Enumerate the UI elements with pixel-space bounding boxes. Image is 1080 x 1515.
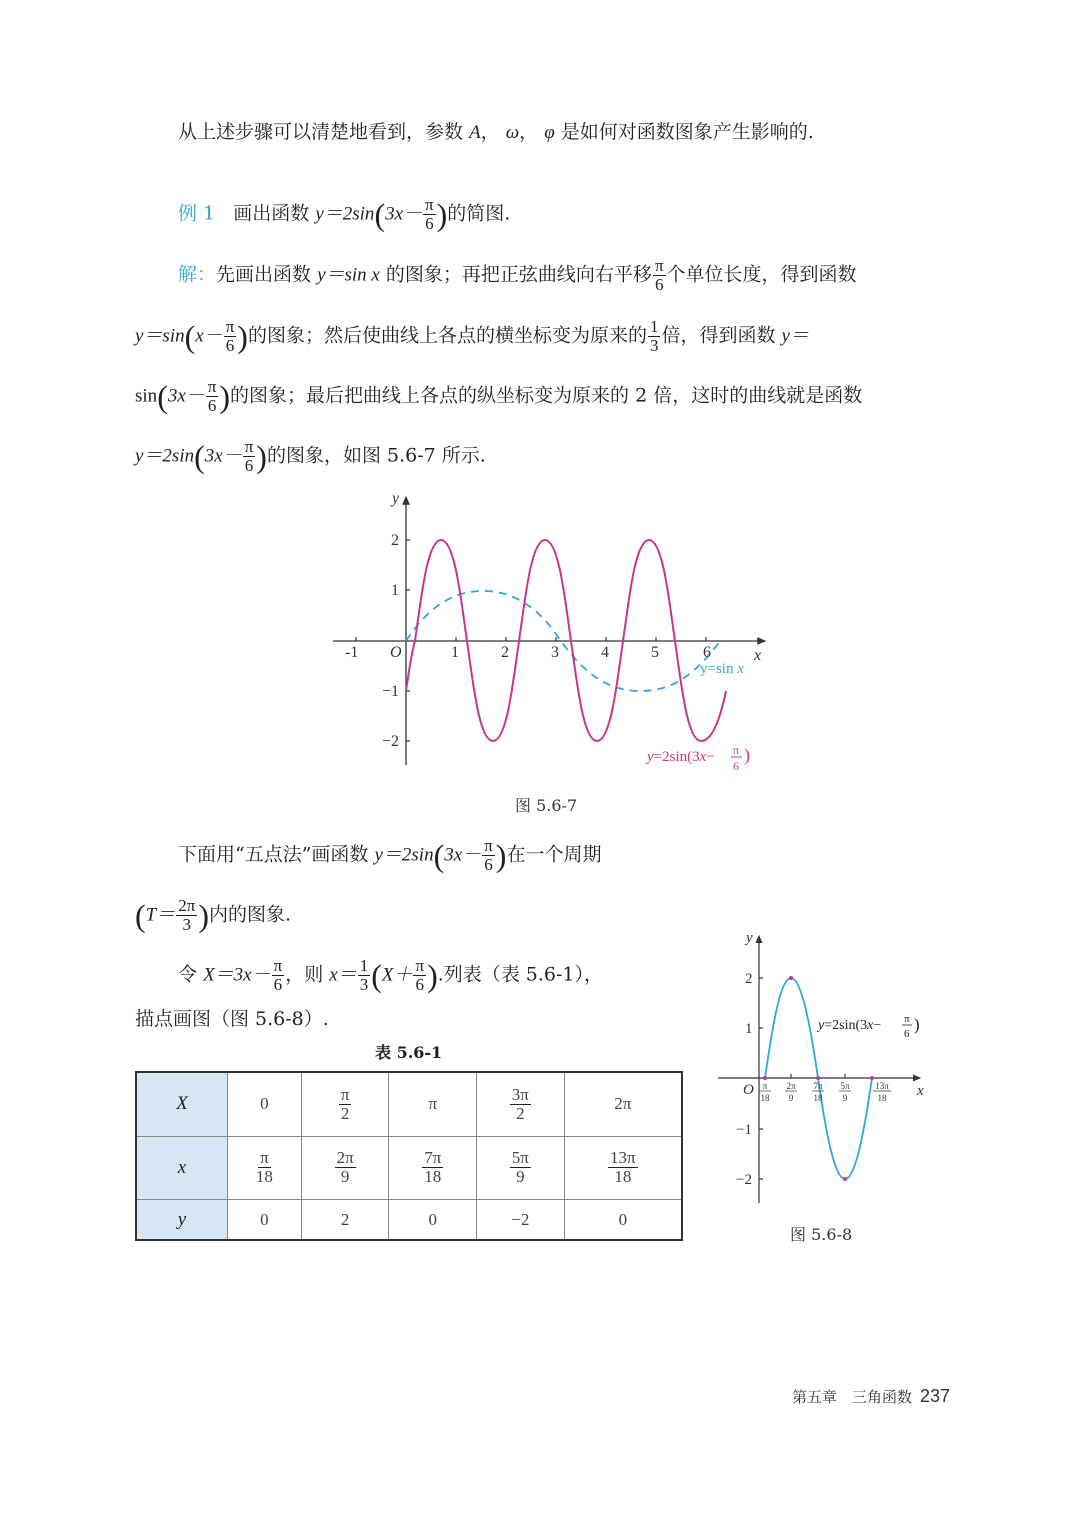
example-text: 画出函数 — [233, 202, 310, 225]
five-point-line-3 — [178, 957, 603, 994]
numerator: π — [425, 195, 434, 214]
denominator: 2 — [516, 1103, 525, 1123]
formula: 3x－ — [444, 844, 482, 866]
text: 倍，得到函数 — [661, 324, 776, 347]
formula: y＝2sin — [135, 445, 195, 467]
y-tick-labels — [736, 971, 753, 1188]
sep: ， — [519, 121, 539, 143]
legend-6: 6 — [733, 759, 739, 773]
table-cell — [477, 1072, 565, 1136]
svg-text:1: 1 — [391, 582, 399, 599]
figure-5-6-8-plot — [700, 920, 940, 1210]
table-cell — [477, 1136, 565, 1199]
x-axis-label: x — [917, 1083, 924, 1099]
paren: ( — [157, 378, 168, 415]
formula: T＝ — [145, 904, 176, 926]
table-row — [136, 1136, 682, 1199]
paren: ( — [371, 957, 382, 994]
text: 的图象，如图 5.6-7 所示. — [266, 444, 486, 467]
denominator: 6 — [415, 975, 425, 994]
svg-text:-1: -1 — [345, 644, 359, 661]
numerator: π — [340, 1084, 350, 1104]
fraction-pi-6 — [482, 837, 495, 874]
table-cell — [389, 1136, 477, 1199]
page-footer — [792, 1386, 950, 1407]
formula: y＝sin — [135, 325, 185, 347]
text: 描点画图（图 5.6-8）. — [135, 1008, 329, 1030]
denominator: 6 — [273, 975, 283, 994]
figure-5-6-7-caption: 图 5.6-7 — [515, 796, 578, 815]
origin-label: O — [390, 644, 402, 661]
svg-text:2: 2 — [745, 971, 753, 987]
text: 内的图象. — [208, 903, 292, 926]
table-row — [136, 1200, 682, 1240]
formula: x＝ — [329, 964, 357, 986]
formula: X＋ — [381, 964, 413, 986]
formula: 3x－ — [204, 445, 242, 467]
svg-text:−2: −2 — [736, 1172, 752, 1188]
text: 的图象；再把正弦曲线向右平移 — [385, 263, 652, 286]
svg-text:9: 9 — [788, 1093, 794, 1103]
numerator: 1 — [359, 956, 369, 975]
paren: ( — [135, 897, 146, 934]
fraction-pi-6 — [272, 957, 285, 994]
table-cell — [228, 1136, 302, 1199]
table-cell — [564, 1136, 682, 1199]
table-cell: 0 — [564, 1200, 682, 1240]
paren: ) — [436, 196, 448, 233]
svg-text:−2: −2 — [382, 733, 400, 750]
formula: y＝sin x — [317, 264, 380, 286]
numerator: 1 — [649, 317, 659, 336]
label-pi: π — [904, 1013, 910, 1025]
row-header-X: X — [136, 1072, 228, 1136]
paren: ) — [427, 957, 438, 994]
table-cell: 2π — [564, 1072, 682, 1136]
numerator: π — [415, 956, 425, 975]
text: 的图象；然后使曲线上各点的横坐标变为原来的 — [247, 324, 647, 347]
formula: y＝2sin — [374, 844, 434, 866]
example-text-end: 的简图. — [447, 202, 511, 225]
svg-text:5: 5 — [651, 644, 659, 661]
page-number: 237 — [920, 1386, 951, 1406]
text: .列表（表 5.6-1）， — [437, 963, 604, 986]
formula: X＝3x－ — [203, 964, 271, 986]
table-cell: 0 — [228, 1072, 302, 1136]
legend-pi: π — [733, 743, 740, 757]
denominator: 18 — [424, 1167, 442, 1187]
numerator: π — [225, 317, 235, 336]
y-axis-label: y — [392, 490, 400, 507]
numerator: π — [654, 256, 664, 275]
formula: 3x－ — [385, 203, 423, 225]
svg-text:4: 4 — [601, 644, 609, 661]
numerator: π — [273, 956, 283, 975]
table-cell: 2 — [301, 1200, 389, 1240]
svg-text:3: 3 — [551, 644, 559, 661]
origin-label: O — [743, 1082, 754, 1098]
row-header-y: y — [136, 1200, 228, 1240]
denominator: 9 — [340, 1167, 350, 1187]
denominator: 3 — [649, 336, 659, 355]
svg-text:5π: 5π — [840, 1081, 850, 1091]
fraction-2pi-3 — [176, 897, 197, 934]
text: 个单位长度，得到函数 — [666, 263, 857, 286]
numerator: π — [207, 377, 217, 396]
denominator: 6 — [207, 396, 217, 415]
intro-text-end: 是如何对函数图象产生影响的. — [560, 121, 814, 143]
numerator: 2π — [336, 1148, 354, 1168]
table-title: 表 5.6-1 — [375, 1043, 443, 1062]
figure-5-6-8-caption: 图 5.6-8 — [790, 1225, 853, 1244]
text: 在一个周期 — [506, 843, 602, 866]
denominator: 2 — [340, 1103, 350, 1123]
denominator: 3 — [359, 975, 369, 994]
param-A: A — [469, 122, 481, 143]
label-paren: ) — [914, 1015, 920, 1034]
numerator: π — [244, 437, 254, 456]
svg-text:2: 2 — [391, 532, 399, 549]
param-phi: φ — [544, 122, 555, 143]
formula: sin — [135, 385, 158, 407]
paren: ( — [374, 196, 386, 233]
table-cell: 0 — [228, 1200, 302, 1240]
svg-text:18: 18 — [760, 1093, 770, 1103]
label-6: 6 — [904, 1028, 910, 1040]
denominator: 18 — [614, 1167, 632, 1187]
svg-text:18: 18 — [877, 1093, 887, 1103]
five-point-line-1 — [178, 837, 601, 874]
text: 下面用“五点法”画函数 — [178, 843, 369, 866]
paren: ( — [184, 318, 196, 355]
legend-paren: ) — [744, 745, 750, 765]
sep: ， — [480, 121, 500, 143]
numerator: 3π — [511, 1084, 529, 1104]
paren: ( — [194, 438, 205, 475]
text: 的图象；最后把曲线上各点的纵坐标变为原来的 2 倍，这时的曲线就是函数 — [230, 384, 863, 407]
numerator: 13π — [610, 1148, 636, 1168]
svg-text:π: π — [762, 1081, 768, 1091]
denominator: 6 — [425, 214, 434, 233]
svg-text:−1: −1 — [382, 683, 400, 700]
svg-text:7π: 7π — [813, 1081, 823, 1091]
paren: ) — [219, 378, 231, 415]
table-cell: 0 — [389, 1200, 477, 1240]
svg-text:1: 1 — [745, 1021, 753, 1037]
table-5-6-1 — [135, 1071, 683, 1241]
row-header-x: x — [136, 1136, 228, 1199]
numerator: π — [260, 1148, 269, 1168]
x-axis-label: x — [754, 647, 762, 664]
paren: ) — [256, 438, 267, 475]
svg-text:18: 18 — [813, 1093, 823, 1103]
example-label: 例 1 — [178, 202, 216, 225]
svg-text:2π: 2π — [786, 1081, 796, 1091]
table-cell — [301, 1136, 389, 1199]
paren: ) — [495, 837, 507, 874]
fraction-pi-6 — [413, 957, 426, 994]
text: 先画出函数 — [216, 263, 312, 286]
denominator: 6 — [484, 855, 493, 874]
denominator: 6 — [225, 336, 235, 355]
denominator: 6 — [654, 275, 664, 294]
param-omega: ω — [505, 122, 520, 143]
svg-text:9: 9 — [842, 1093, 848, 1103]
solution-label: 解： — [178, 263, 217, 286]
sin-legend-label: y=sin x — [700, 661, 744, 677]
text: ，则 — [285, 963, 324, 986]
numerator: 5π — [511, 1148, 529, 1168]
numerator: 2π — [178, 896, 196, 915]
svg-text:6: 6 — [703, 644, 711, 661]
text: 令 — [178, 963, 198, 986]
paren: ) — [237, 318, 248, 355]
denominator: 6 — [244, 456, 254, 475]
table-cell: π — [389, 1072, 477, 1136]
svg-text:−1: −1 — [736, 1122, 752, 1138]
y-axis-label: y — [746, 930, 753, 946]
svg-text:1: 1 — [451, 644, 459, 661]
chapter-title: 第五章 三角函数 — [792, 1388, 913, 1406]
svg-text:2: 2 — [501, 644, 509, 661]
svg-text:13π: 13π — [875, 1081, 889, 1091]
numerator: π — [484, 836, 493, 855]
table-cell — [301, 1072, 389, 1136]
formula: y＝2sin — [315, 203, 375, 225]
denominator: 3 — [182, 915, 192, 934]
numerator: 7π — [424, 1148, 442, 1168]
table-cell: −2 — [477, 1200, 565, 1240]
main-legend-label: y=2sin(3x− — [647, 749, 715, 765]
denominator: 18 — [255, 1167, 273, 1187]
denominator: 9 — [516, 1167, 525, 1187]
five-point-line-2 — [135, 897, 291, 934]
fraction-1-3 — [358, 957, 371, 994]
formula: x－ — [195, 325, 223, 347]
curve-label: y=2sin(3x− — [818, 1018, 882, 1033]
intro-text: 从上述步骤可以清楚地看到，参数 — [178, 121, 464, 143]
table-row — [136, 1072, 682, 1136]
five-point-line-4 — [135, 1004, 329, 1034]
paren: ( — [433, 837, 445, 874]
formula: 3x－ — [167, 385, 205, 407]
paren: ) — [198, 897, 209, 934]
formula: y＝ — [781, 325, 809, 347]
